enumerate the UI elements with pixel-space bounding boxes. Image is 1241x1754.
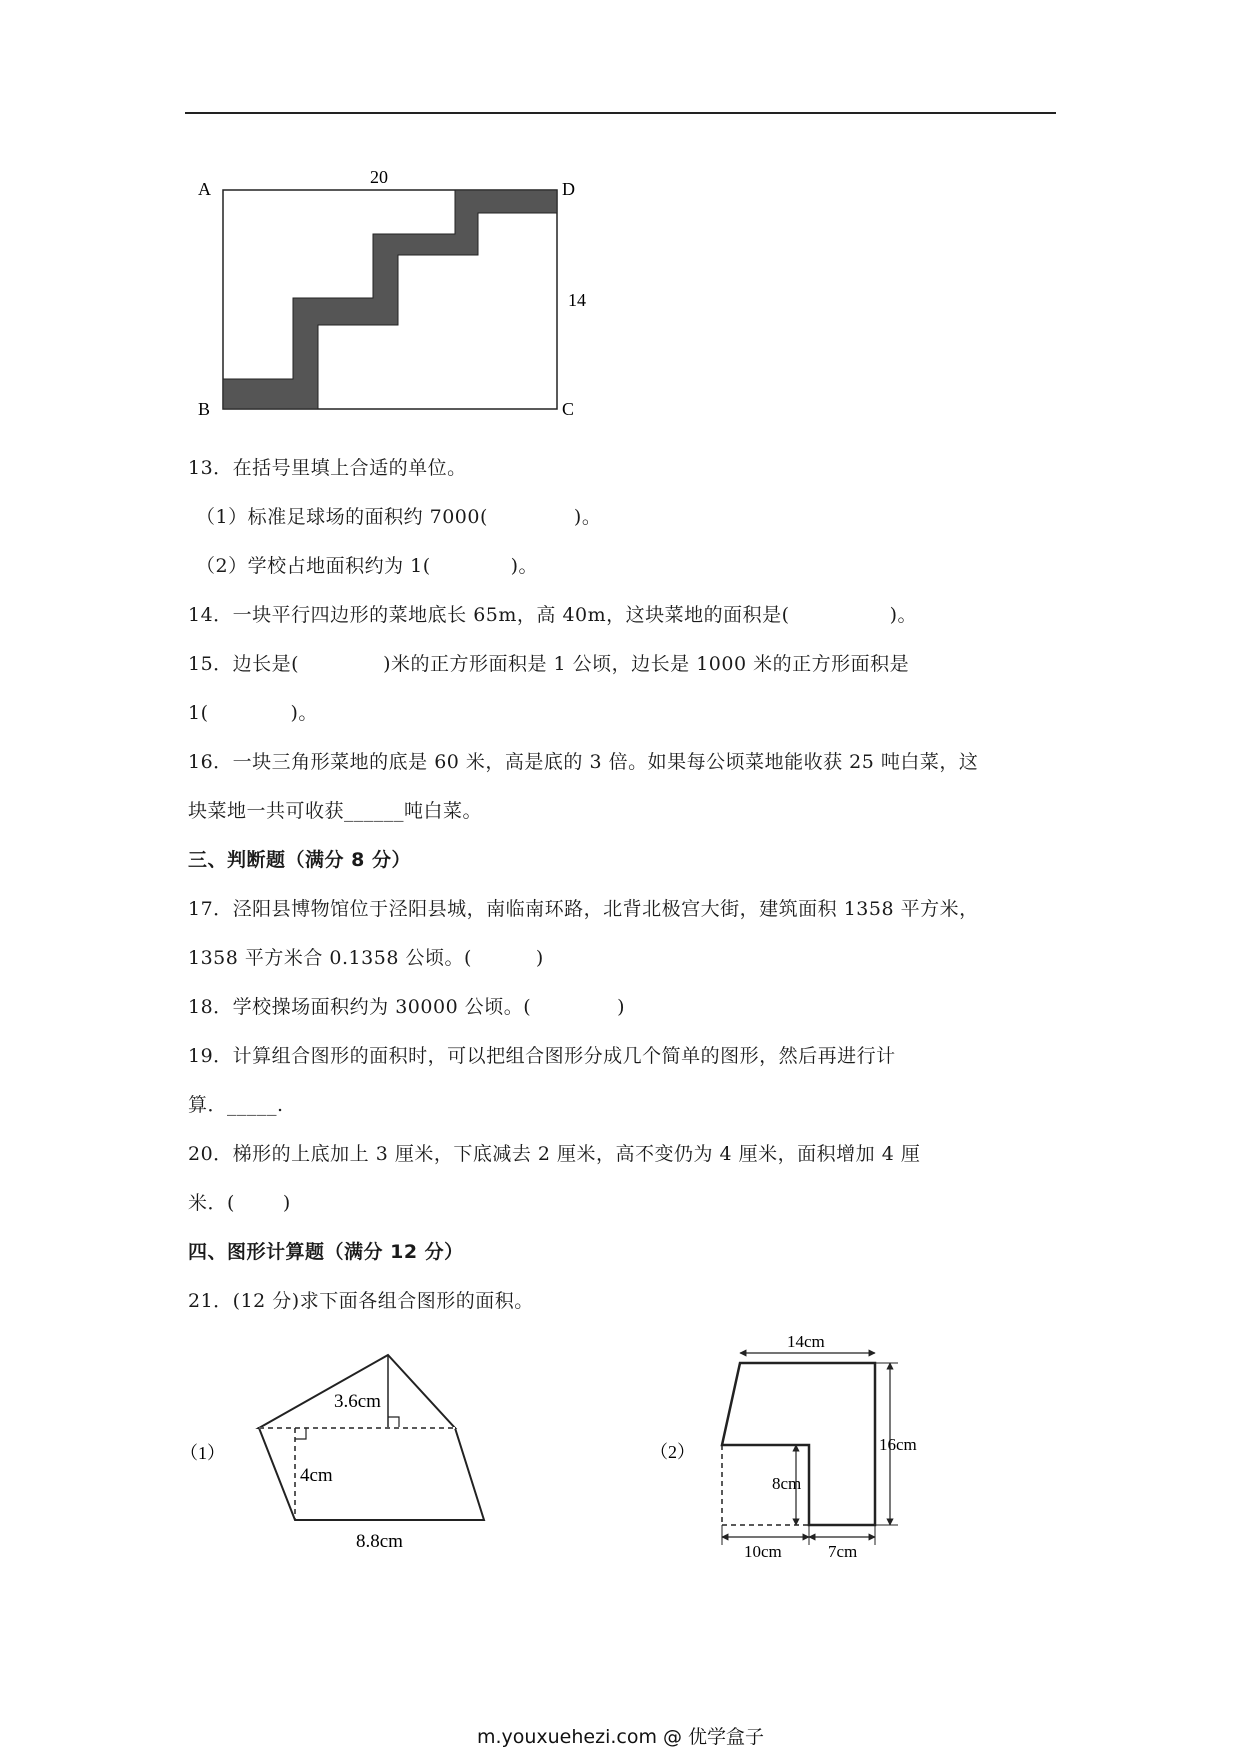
- composite-shape: [722, 1363, 875, 1525]
- figure-1: [180, 1335, 500, 1555]
- footer-watermark: m.youxuehezi.com @ 优学盒子: [476, 1726, 765, 1748]
- label-top-length: 20: [370, 167, 388, 187]
- figure-2: [650, 1325, 950, 1565]
- label-8cm: 8cm: [772, 1474, 802, 1493]
- label-d: D: [562, 179, 575, 199]
- trapezoid-bottom: [259, 1428, 484, 1520]
- figure-1-tag: （1）: [180, 1443, 225, 1463]
- question-18: 18．学校操场面积约为 30000 公顷。( ): [188, 996, 626, 1018]
- label-7cm: 7cm: [828, 1542, 858, 1561]
- label-10cm: 10cm: [744, 1542, 782, 1561]
- question-13-2: （2）学校占地面积约为 1( )。: [196, 555, 539, 577]
- question-19-line1: 19．计算组合图形的面积时，可以把组合图形分成几个简单的图形，然后再进行计: [188, 1045, 896, 1067]
- label-a: A: [198, 179, 211, 199]
- question-20-line1: 20．梯形的上底加上 3 厘米，下底减去 2 厘米，高不变仍为 4 厘米，面积增加 4 厘: [188, 1143, 921, 1165]
- label-right-length: 14: [568, 290, 586, 310]
- right-angle-mark-2: [295, 1428, 306, 1439]
- right-angle-mark-1: [388, 1417, 399, 1428]
- question-16-line2: 块菜地一共可收获______吨白菜。: [188, 800, 483, 822]
- question-20-line2: 米．( ): [188, 1192, 291, 1214]
- label-b: B: [198, 399, 211, 419]
- label-4cm: 4cm: [300, 1465, 333, 1486]
- label-14cm: 14cm: [787, 1332, 825, 1351]
- question-15-line2: 1( )。: [188, 702, 318, 724]
- question-17-line2: 1358 平方米合 0.1358 公顷。( ): [188, 947, 544, 969]
- question-13: 13．在括号里填上合适的单位。: [188, 457, 467, 479]
- label-8.8cm: 8.8cm: [356, 1531, 403, 1552]
- label-c: C: [562, 399, 575, 419]
- figure-2-tag: （2）: [650, 1442, 695, 1462]
- section-3-heading: 三、判断题（满分 8 分）: [188, 849, 411, 871]
- question-15-line1: 15．边长是( )米的正方形面积是 1 公顷，边长是 1000 米的正方形面积是: [188, 653, 910, 675]
- question-14: 14．一块平行四边形的菜地底长 65m，高 40m，这块菜地的面积是( )。: [188, 604, 917, 626]
- question-13-1: （1）标准足球场的面积约 7000( )。: [196, 506, 602, 528]
- question-17-line1: 17．泾阳县博物馆位于泾阳县城，南临南环路，北背北极宫大街，建筑面积 1358 平方米，: [188, 898, 979, 920]
- question-21: 21．(12 分)求下面各组合图形的面积。: [188, 1290, 534, 1312]
- label-3.6cm: 3.6cm: [334, 1391, 381, 1412]
- shaded-staircase-path: [223, 190, 557, 409]
- staircase-figure: [190, 165, 600, 430]
- label-16cm: 16cm: [879, 1435, 917, 1454]
- section-4-heading: 四、图形计算题（满分 12 分）: [188, 1241, 464, 1263]
- question-16-line1: 16．一块三角形菜地的底是 60 米，高是底的 3 倍。如果每公顷菜地能收获 25 吨白菜，这: [188, 751, 979, 773]
- header-rule: [185, 112, 1056, 114]
- question-19-line2: 算．_____.: [188, 1094, 284, 1116]
